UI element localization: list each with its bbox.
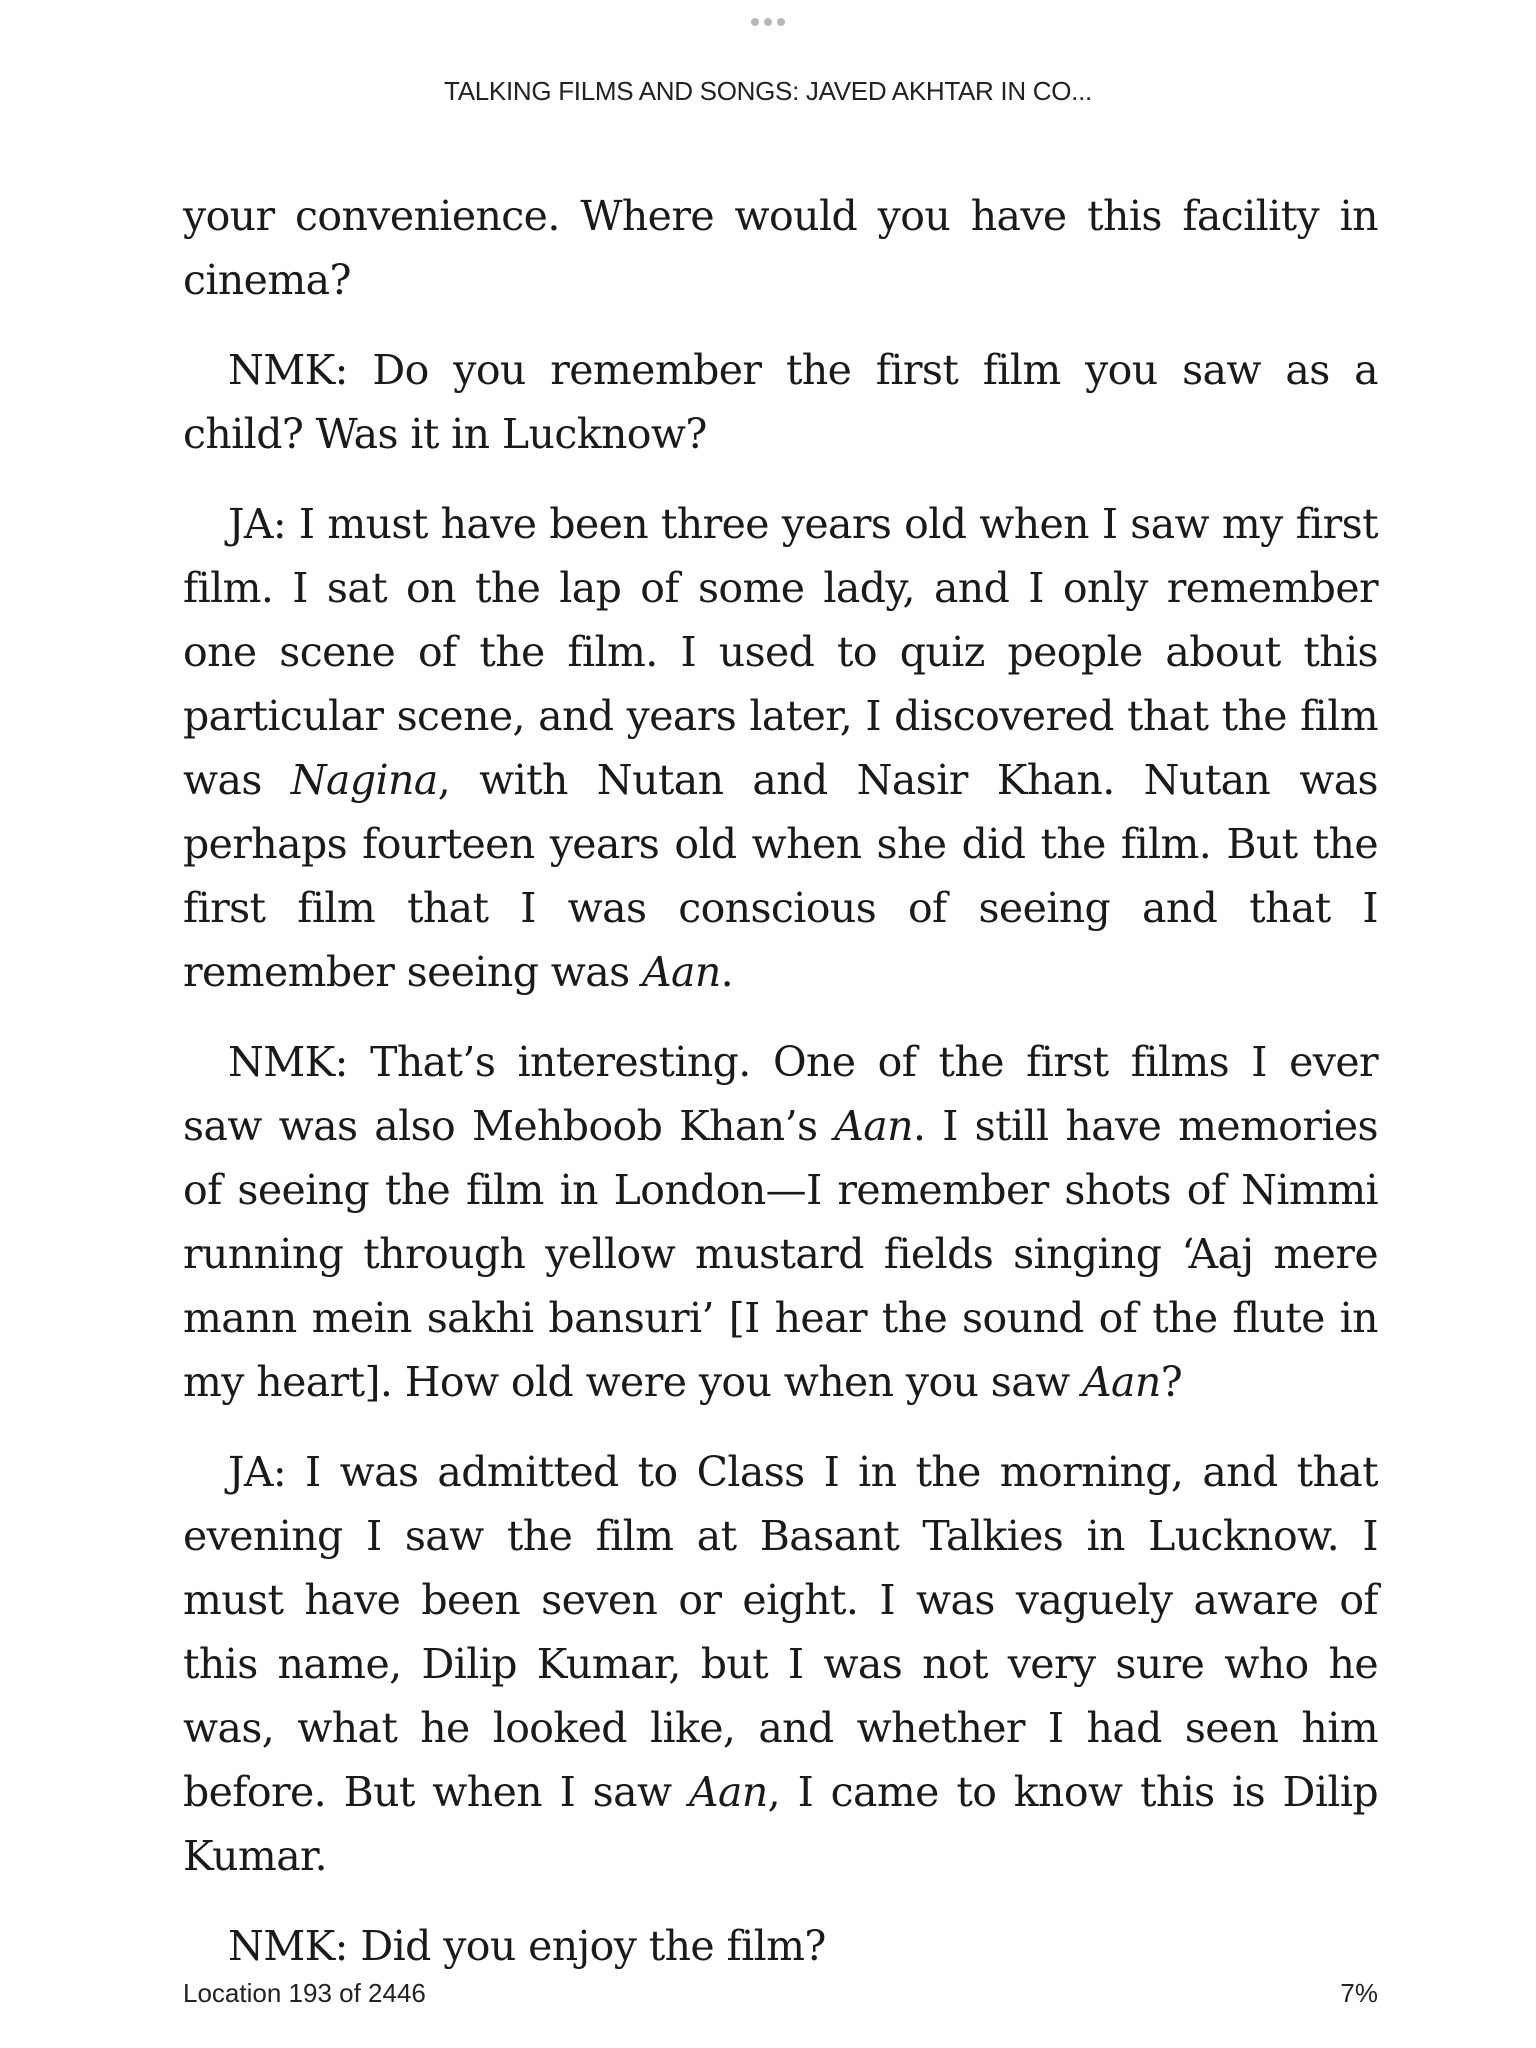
book-title[interactable]: TALKING FILMS AND SONGS: JAVED AKHTAR IN CO... [444, 76, 1092, 106]
percent-read: 7% [1340, 1978, 1378, 2008]
ellipsis-icon [751, 18, 759, 26]
paragraph: NMK: Do you remember the first film you saw as a child? Was it in Lucknow? [183, 346, 1378, 458]
text-run: JA: I was admitted to Class I in the morning, and that evening I saw the film at Basant Talkies in Lucknow. I must have been seven or eight. I was vaguely aware of this name, Dilip Kumar, but I was not very sure who he was, what he looked like, and whether I had seen him before. But when I saw [183, 1448, 1378, 1816]
film-title: Aan [688, 1768, 768, 1816]
ellipsis-icon-dot [777, 18, 785, 26]
reading-progress-footer [183, 1978, 1378, 2009]
paragraph [183, 1440, 1378, 1888]
text-run: ? [1160, 1358, 1183, 1406]
text-run: NMK: That’s interesting. One of the first films I ever saw was also Mehboob Khan’s [183, 1038, 1378, 1150]
reading-page[interactable] [183, 184, 1378, 2004]
film-title: Nagina [290, 756, 438, 804]
film-title: Aan [1082, 1358, 1161, 1406]
paragraph [183, 492, 1378, 1004]
reader-menu-handle[interactable] [0, 18, 1536, 26]
film-title: Aan [642, 948, 721, 996]
film-title: Aan [834, 1102, 913, 1150]
text-run: . I still have memories of seeing the film in London—I remember shots of Nimmi running through yellow mustard fields singing ‘Aaj mere mann mein sakhi bansuri’ [I hear the sound of the flute in my heart]. How old were you when you saw [183, 1102, 1378, 1406]
paragraph: your convenience. Where would you have this facility in cinema? [183, 192, 1378, 304]
text-run: JA: I must have been three years old when I saw my first film. I sat on the lap of some lady, and I only remember one scene of the film. I used to quiz people about this particular scene, and years later, I discovered that the film was [183, 500, 1378, 804]
paragraph: NMK: Did you enjoy the film? [228, 1922, 826, 1970]
ellipsis-icon-dot [764, 18, 772, 26]
paragraph [183, 1030, 1378, 1414]
text-run: . [720, 948, 734, 996]
text-run: , I came to know this is Dilip Kumar. [183, 1768, 1378, 1880]
location-indicator[interactable]: Location 193 of 2446 [183, 1978, 426, 2008]
text-run: , with Nutan and Nasir Khan. Nutan was perhaps fourteen years old when she did the film. But the first film that I was conscious of seeing and that I remember seeing was [183, 756, 1378, 996]
